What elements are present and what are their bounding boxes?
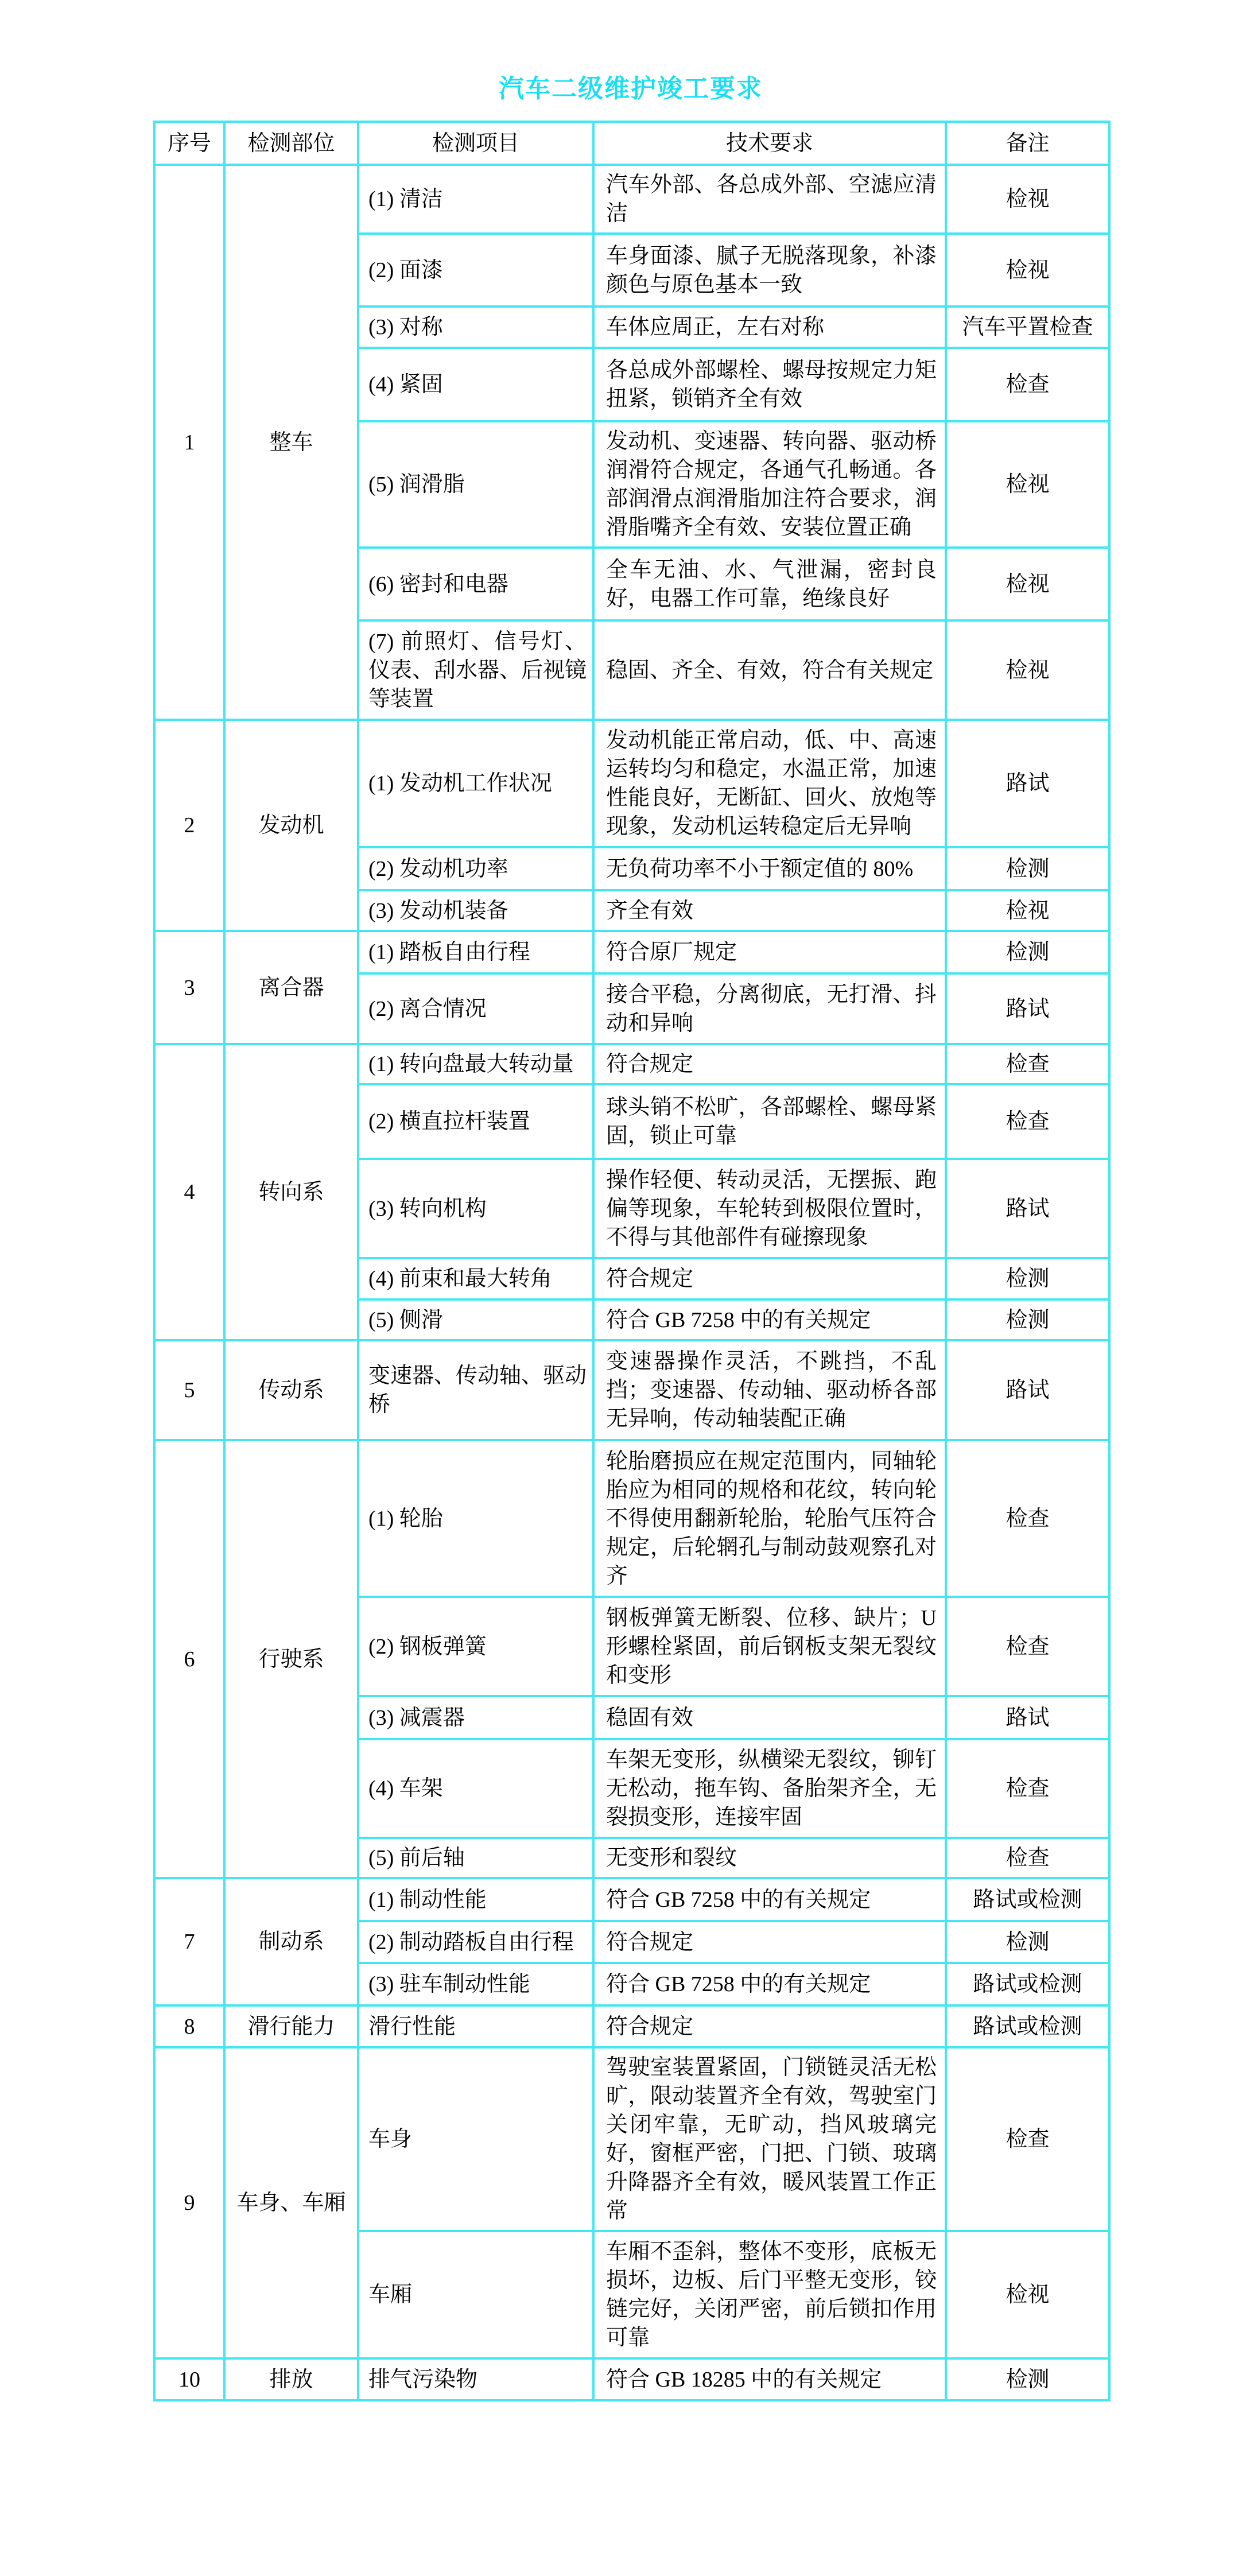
inspection-item-cell: (5) 润滑脂 <box>358 421 593 548</box>
technical-requirement-cell: 符合原厂规定 <box>593 931 946 973</box>
inspection-part-cell: 行驶系 <box>224 1440 358 1878</box>
table-row <box>154 2005 1109 2047</box>
inspection-item-cell: (4) 前束和最大转角 <box>358 1258 593 1299</box>
inspection-part-cell: 车身、车厢 <box>224 2047 358 2358</box>
inspection-item-cell: (2) 制动踏板自由行程 <box>358 1921 593 1963</box>
technical-requirement-cell: 全车无油、水、气泄漏，密封良好，电器工作可靠，绝缘良好 <box>593 548 946 620</box>
serial-number-cell: 7 <box>154 1878 224 2005</box>
note-cell: 检测 <box>946 847 1109 890</box>
note-cell: 检视 <box>946 165 1109 234</box>
header-row <box>154 122 1109 165</box>
inspection-item-cell: 排气污染物 <box>358 2358 593 2400</box>
inspection-item-cell: (3) 发动机装备 <box>358 890 593 931</box>
technical-requirement-cell: 稳固、齐全、有效，符合有关规定 <box>593 620 946 720</box>
table-body <box>154 165 1109 2400</box>
technical-requirement-cell: 无负荷功率不小于额定值的 80% <box>593 847 946 890</box>
inspection-item-cell: 滑行性能 <box>358 2005 593 2047</box>
note-cell: 检测 <box>946 1921 1109 1963</box>
inspection-item-cell: (3) 转向机构 <box>358 1159 593 1258</box>
column-header-note: 备注 <box>946 122 1109 165</box>
inspection-item-cell: (3) 驻车制动性能 <box>358 1963 593 2005</box>
technical-requirement-cell: 符合 GB 7258 中的有关规定 <box>593 1963 946 2005</box>
inspection-item-cell: (1) 转向盘最大转动量 <box>358 1044 593 1084</box>
technical-requirement-cell: 操作轻便、转动灵活，无摆振、跑偏等现象，车轮转到极限位置时，不得与其他部件有碰擦现象 <box>593 1159 946 1258</box>
table-row <box>154 1340 1109 1440</box>
inspection-item-cell: (5) 侧滑 <box>358 1299 593 1340</box>
serial-number-cell: 4 <box>154 1044 224 1340</box>
note-cell: 路试 <box>946 1696 1109 1739</box>
technical-requirement-cell: 发动机能正常启动，低、中、高速运转均匀和稳定，水温正常，加速性能良好，无断缸、回火、放炮等现象，发动机运转稳定后无异响 <box>593 720 946 847</box>
technical-requirement-cell: 符合规定 <box>593 2005 946 2047</box>
technical-requirement-cell: 球头销不松旷，各部螺栓、螺母紧固，锁止可靠 <box>593 1084 946 1159</box>
technical-requirement-cell: 齐全有效 <box>593 890 946 931</box>
technical-requirement-cell: 无变形和裂纹 <box>593 1838 946 1878</box>
maintenance-requirements-table <box>153 121 1111 2402</box>
inspection-part-cell: 转向系 <box>224 1044 358 1340</box>
inspection-part-cell: 整车 <box>224 165 358 720</box>
inspection-item-cell: 变速器、传动轴、驱动桥 <box>358 1340 593 1440</box>
table-row <box>154 165 1109 234</box>
inspection-item-cell: (5) 前后轴 <box>358 1838 593 1878</box>
technical-requirement-cell: 符合规定 <box>593 1921 946 1963</box>
inspection-item-cell: (2) 钢板弹簧 <box>358 1597 593 1696</box>
serial-number-cell: 5 <box>154 1340 224 1440</box>
inspection-item-cell: (4) 紧固 <box>358 348 593 421</box>
note-cell: 汽车平置检查 <box>946 307 1109 348</box>
note-cell: 路试或检测 <box>946 2005 1109 2047</box>
note-cell: 检查 <box>946 1084 1109 1159</box>
inspection-item-cell: (2) 发动机功率 <box>358 847 593 890</box>
note-cell: 路试 <box>946 720 1109 847</box>
technical-requirement-cell: 符合规定 <box>593 1258 946 1299</box>
technical-requirement-cell: 符合 GB 18285 中的有关规定 <box>593 2358 946 2400</box>
note-cell: 检查 <box>946 1838 1109 1878</box>
inspection-part-cell: 传动系 <box>224 1340 358 1440</box>
note-cell: 检视 <box>946 234 1109 307</box>
note-cell: 检视 <box>946 548 1109 620</box>
note-cell: 检查 <box>946 1440 1109 1597</box>
inspection-part-cell: 发动机 <box>224 720 358 931</box>
technical-requirement-cell: 发动机、变速器、转向器、驱动桥润滑符合规定，各通气孔畅通。各部润滑点润滑脂加注符合要求，润滑脂嘴齐全有效、安装位置正确 <box>593 421 946 548</box>
table-row <box>154 1878 1109 1921</box>
note-cell: 检查 <box>946 1044 1109 1084</box>
note-cell: 检测 <box>946 1299 1109 1340</box>
technical-requirement-cell: 驾驶室装置紧固，门锁链灵活无松旷，限动装置齐全有效，驾驶室门关闭牢靠，无旷动，挡风玻璃完好，窗框严密，门把、门锁、玻璃升降器齐全有效，暖风装置工作正常 <box>593 2047 946 2231</box>
note-cell: 检测 <box>946 2358 1109 2400</box>
technical-requirement-cell: 车身面漆、腻子无脱落现象，补漆颜色与原色基本一致 <box>593 234 946 307</box>
page-title: 汽车二级维护竣工要求 <box>499 75 763 103</box>
serial-number-cell: 9 <box>154 2047 224 2358</box>
serial-number-cell: 1 <box>154 165 224 720</box>
note-cell: 检视 <box>946 2231 1109 2358</box>
note-cell: 路试或检测 <box>946 1878 1109 1921</box>
table-row <box>154 720 1109 847</box>
note-cell: 检测 <box>946 931 1109 973</box>
inspection-item-cell: (2) 横直拉杆装置 <box>358 1084 593 1159</box>
inspection-item-cell: (1) 踏板自由行程 <box>358 931 593 973</box>
technical-requirement-cell: 符合 GB 7258 中的有关规定 <box>593 1299 946 1340</box>
technical-requirement-cell: 汽车外部、各总成外部、空滤应清洁 <box>593 165 946 234</box>
note-cell: 路试或检测 <box>946 1963 1109 2005</box>
note-cell: 检测 <box>946 1258 1109 1299</box>
technical-requirement-cell: 车架无变形，纵横梁无裂纹，铆钉无松动，拖车钩、备胎架齐全，无裂损变形，连接牢固 <box>593 1739 946 1838</box>
table-row <box>154 2047 1109 2231</box>
column-header-serial: 序号 <box>154 122 224 165</box>
note-cell: 路试 <box>946 1340 1109 1440</box>
inspection-item-cell: (4) 车架 <box>358 1739 593 1838</box>
inspection-item-cell: (3) 减震器 <box>358 1696 593 1739</box>
serial-number-cell: 2 <box>154 720 224 931</box>
inspection-part-cell: 制动系 <box>224 1878 358 2005</box>
note-cell: 检查 <box>946 2047 1109 2231</box>
table-row <box>154 1440 1109 1597</box>
inspection-part-cell: 滑行能力 <box>224 2005 358 2047</box>
inspection-item-cell: (1) 轮胎 <box>358 1440 593 1597</box>
inspection-item-cell: (1) 清洁 <box>358 165 593 234</box>
technical-requirement-cell: 各总成外部螺栓、螺母按规定力矩扭紧，锁销齐全有效 <box>593 348 946 421</box>
note-cell: 检视 <box>946 620 1109 720</box>
inspection-item-cell: (1) 发动机工作状况 <box>358 720 593 847</box>
column-header-item: 检测项目 <box>358 122 593 165</box>
note-cell: 检视 <box>946 421 1109 548</box>
inspection-item-cell: (1) 制动性能 <box>358 1878 593 1921</box>
note-cell: 路试 <box>946 1159 1109 1258</box>
serial-number-cell: 3 <box>154 931 224 1044</box>
column-header-part: 检测部位 <box>224 122 358 165</box>
table-row <box>154 2358 1109 2400</box>
technical-requirement-cell: 稳固有效 <box>593 1696 946 1739</box>
inspection-item-cell: (6) 密封和电器 <box>358 548 593 620</box>
technical-requirement-cell: 符合 GB 7258 中的有关规定 <box>593 1878 946 1921</box>
inspection-item-cell: (2) 离合情况 <box>358 973 593 1044</box>
column-header-requirement: 技术要求 <box>593 122 946 165</box>
technical-requirement-cell: 车体应周正，左右对称 <box>593 307 946 348</box>
inspection-part-cell: 排放 <box>224 2358 358 2400</box>
table-row <box>154 1044 1109 1084</box>
table-row <box>154 931 1109 973</box>
technical-requirement-cell: 符合规定 <box>593 1044 946 1084</box>
serial-number-cell: 6 <box>154 1440 224 1878</box>
serial-number-cell: 10 <box>154 2358 224 2400</box>
inspection-item-cell: 车厢 <box>358 2231 593 2358</box>
technical-requirement-cell: 接合平稳，分离彻底，无打滑、抖动和异响 <box>593 973 946 1044</box>
note-cell: 检查 <box>946 1739 1109 1838</box>
note-cell: 检查 <box>946 348 1109 421</box>
inspection-item-cell: 车身 <box>358 2047 593 2231</box>
technical-requirement-cell: 钢板弹簧无断裂、位移、缺片；U形螺栓紧固，前后钢板支架无裂纹和变形 <box>593 1597 946 1696</box>
note-cell: 检视 <box>946 890 1109 931</box>
inspection-item-cell: (3) 对称 <box>358 307 593 348</box>
inspection-item-cell: (7) 前照灯、信号灯、仪表、刮水器、后视镜等装置 <box>358 620 593 720</box>
serial-number-cell: 8 <box>154 2005 224 2047</box>
inspection-item-cell: (2) 面漆 <box>358 234 593 307</box>
inspection-part-cell: 离合器 <box>224 931 358 1044</box>
note-cell: 路试 <box>946 973 1109 1044</box>
technical-requirement-cell: 变速器操作灵活，不跳挡，不乱挡；变速器、传动轴、驱动桥各部无异响，传动轴装配正确 <box>593 1340 946 1440</box>
note-cell: 检查 <box>946 1597 1109 1696</box>
technical-requirement-cell: 车厢不歪斜，整体不变形，底板无损坏，边板、后门平整无变形，铰链完好，关闭严密，前后锁扣作用可靠 <box>593 2231 946 2358</box>
technical-requirement-cell: 轮胎磨损应在规定范围内，同轴轮胎应为相同的规格和花纹，转向轮不得使用翻新轮胎，轮胎气压符合规定，后轮辋孔与制动鼓观察孔对齐 <box>593 1440 946 1597</box>
